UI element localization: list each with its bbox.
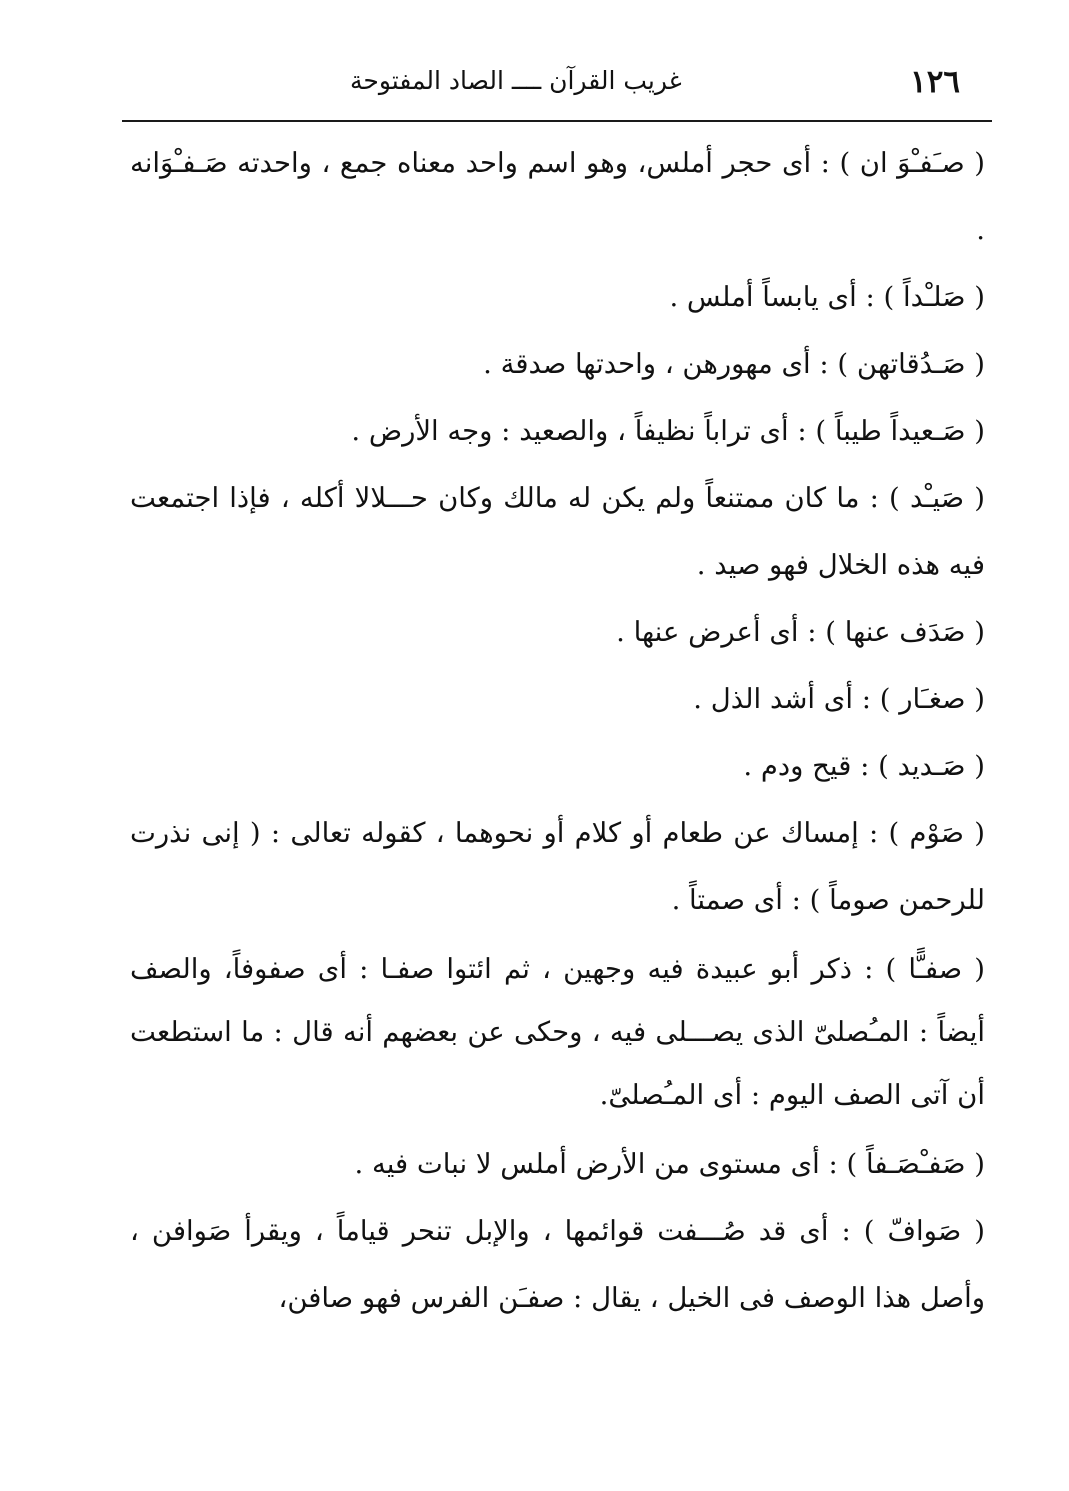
glossary-entries (130, 130, 985, 1332)
glossary-entry (130, 938, 985, 1127)
entry-headword: ( صـَفـْوَ ان ) (839, 147, 985, 179)
entry-definition: : أى حجر أملس، وهو اسم واحد معناه جمع ، واحدته صَـفـْوَانه . (130, 147, 985, 246)
entry-headword: ( صَوافّ ) (863, 1215, 985, 1247)
entry-headword: ( صَيـْد ) (889, 482, 985, 514)
entry-headword: ( صَوْم ) (888, 817, 985, 849)
entry-headword: ( صَـديد ) (878, 750, 985, 782)
running-title: غريب القرآن ــــ الصاد المفتوحة (350, 66, 682, 95)
glossary-entry (130, 800, 985, 934)
entry-definition: : قيح ودم . (743, 750, 879, 782)
header-rule (122, 120, 992, 122)
glossary-entry (130, 1198, 985, 1332)
glossary-entry (130, 1131, 985, 1198)
glossary-entry (130, 331, 985, 398)
entry-definition: : ما كان ممتنعاً ولم يكن له مالك وكان حـــلالا أكله ، فإذا اجتمعت فيه هذه الخلال فهو صيد . (130, 482, 985, 581)
entry-headword: ( صفـًّا ) (885, 953, 986, 985)
entry-definition: : أى قد صُـــفت قوائمها ، والإبل تنحر قياماً ، ويقرأ صَوافن ، وأصل هذا الوصف فى الخيل ، يقال : صفـَن الفرس فهو صافن، (130, 1215, 985, 1314)
entry-definition: : أى مستوى من الأرض أملس لا نبات فيه . (354, 1148, 847, 1180)
glossary-entry (130, 666, 985, 733)
entry-headword: ( صَـعيداً طيباً ) (815, 415, 985, 447)
entry-headword: ( صَـدُقاتهن ) (837, 348, 985, 380)
entry-headword: ( صَلـْداً ) (883, 281, 985, 313)
entry-headword: ( صَدَف عنها ) (825, 616, 985, 648)
entry-definition: : ذكر أبو عبيدة فيه وجهين ، ثم ائتوا صفـا : أى صفوفاً، والصف أيضاً : المـُصلىّ الذى يصـــلى فيه ، وحكى عن بعضهم أنه قال : ما استطعت أن آتى الصف اليوم : أى المـُصلىّ. (130, 953, 985, 1111)
glossary-entry (130, 264, 985, 331)
glossary-entry (130, 599, 985, 666)
entry-definition: : أى يابساً أملس . (669, 281, 884, 313)
page-number: ١٢٦ (910, 64, 960, 100)
entry-headword: ( صَفـْصَـفاً ) (846, 1148, 985, 1180)
entry-definition: : أى أعرض عنها . (616, 616, 826, 648)
glossary-entry (130, 465, 985, 599)
entry-headword: ( صغـَار ) (879, 683, 985, 715)
glossary-entry (130, 733, 985, 800)
entry-definition: : إمساك عن طعام أو كلام أو نحوهما ، كقوله تعالى : ( إنى نذرت للرحمن صوماً ) : أى صمتاً . (130, 817, 985, 916)
page-header (120, 60, 960, 116)
entry-definition: : أى تراباً نظيفاً ، والصعيد : وجه الأرض . (351, 415, 816, 447)
glossary-entry (130, 130, 985, 264)
entry-definition: : أى أشد الذل . (693, 683, 880, 715)
glossary-entry (130, 398, 985, 465)
entry-definition: : أى مهورهن ، واحدتها صدقة . (483, 348, 838, 380)
